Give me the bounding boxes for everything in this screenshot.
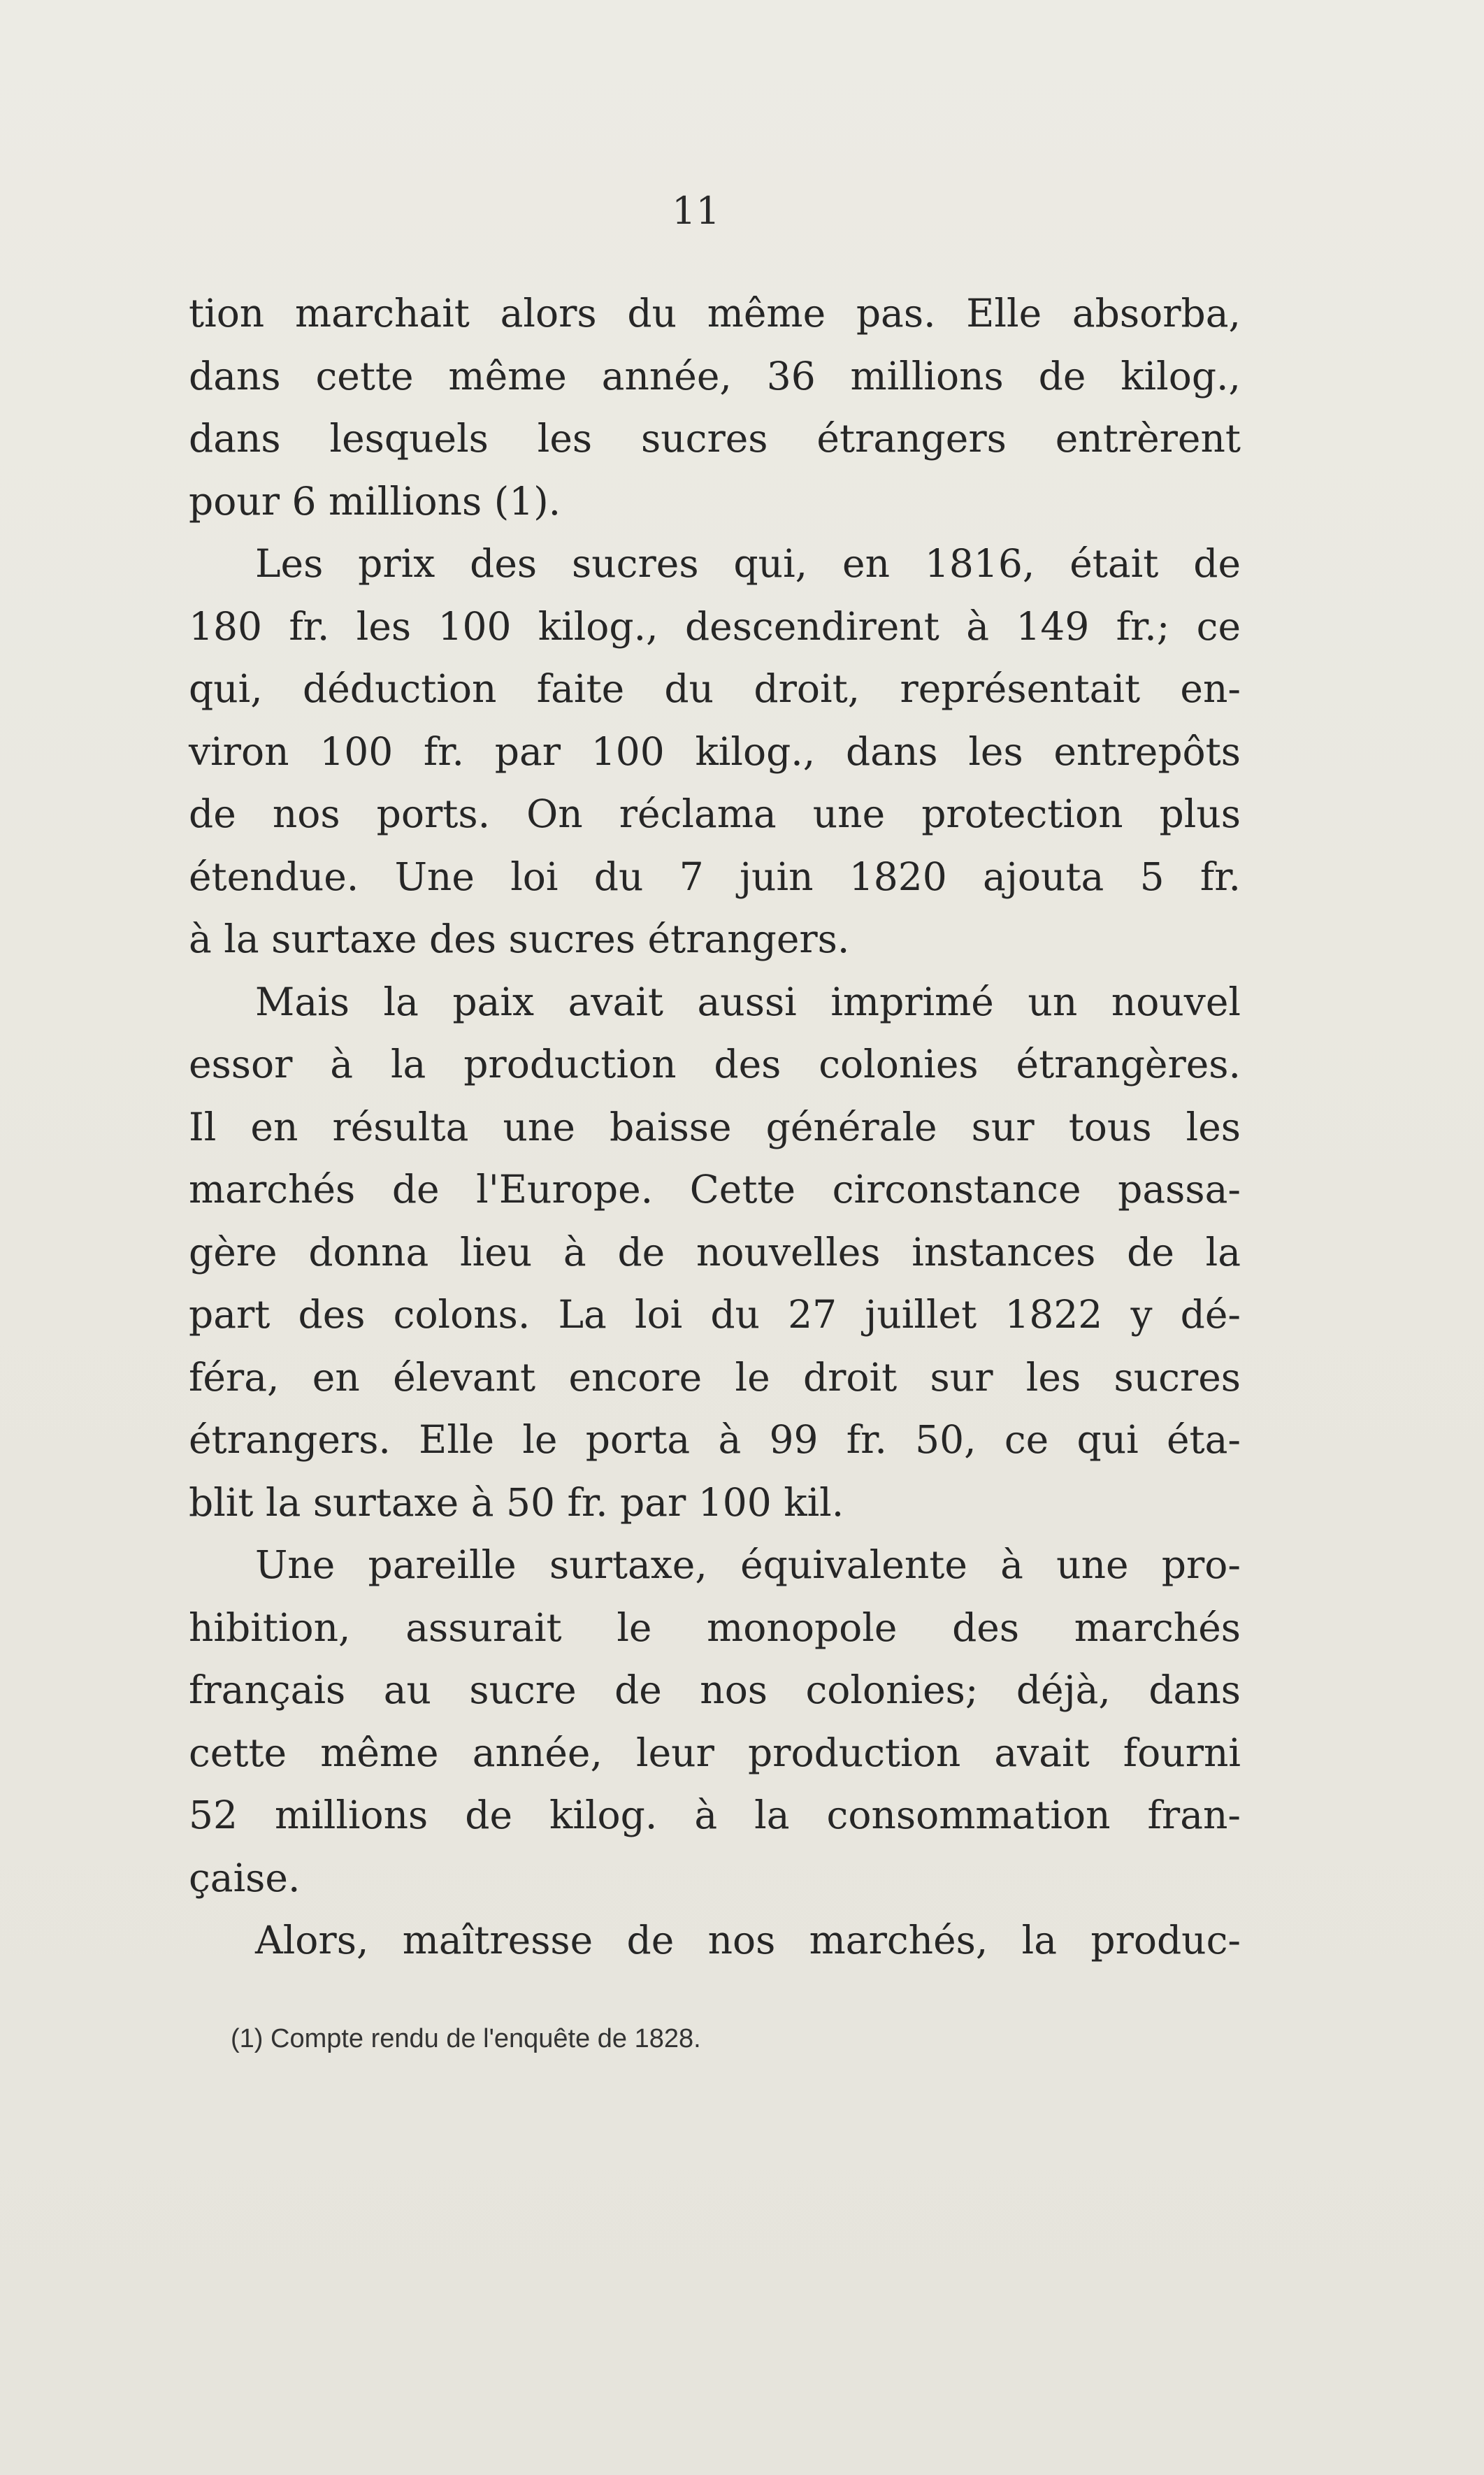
text-line: dans cette même année, 36 millions de kilog., (189, 353, 1241, 399)
text-line: marchés de l'Europe. Cette circonstance passa- (189, 1167, 1241, 1212)
text-line: dans lesquels les sucres étrangers entrèrent (189, 416, 1241, 461)
text-line: étrangers. Elle le porta à 99 fr. 50, ce qui éta- (189, 1417, 1241, 1462)
text-line: Mais la paix avait aussi imprimé un nouvel (255, 979, 1241, 1024)
text-line: féra, en élevant encore le droit sur les sucres (189, 1354, 1241, 1400)
text-line: Une pareille surtaxe, équivalente à une pro- (255, 1542, 1241, 1587)
body-text (189, 282, 1241, 1972)
text-line: 52 millions de kilog. à la consommation fran- (189, 1793, 1241, 1837)
text-line: Les prix des sucres qui, en 1816, était de (255, 541, 1241, 586)
text-line: viron 100 fr. par 100 kilog., dans les entrepôts (189, 729, 1241, 774)
text-line: pour 6 millions (1). (189, 478, 561, 524)
text-line: qui, déduction faite du droit, représentait en- (189, 666, 1241, 711)
text-line: Alors, maîtresse de nos marchés, la produc- (255, 1918, 1241, 1963)
text-line: gère donna lieu à de nouvelles instances de la (189, 1229, 1241, 1275)
text-line: de nos ports. On réclama une protection plus (189, 791, 1241, 836)
text-line: français au sucre de nos colonies; déjà, dans (189, 1667, 1241, 1712)
text-line: tion marchait alors du même pas. Elle absorba, (189, 291, 1241, 336)
text-line: Il en résulta une baisse générale sur tous les (189, 1104, 1241, 1149)
text-line: essor à la production des colonies étrangères. (189, 1042, 1241, 1086)
text-line: hibition, assurait le monopole des marchés (189, 1605, 1241, 1650)
text-line: étendue. Une loi du 7 juin 1820 ajouta 5 fr. (189, 854, 1241, 899)
text-line: cette même année, leur production avait fourni (189, 1730, 1241, 1775)
text-line: blit la surtaxe à 50 fr. par 100 kil. (189, 1479, 844, 1525)
text-line: çaise. (189, 1855, 301, 1900)
footnote: (1) Compte rendu de l'enquête de 1828. (231, 2024, 701, 2053)
text-line: part des colons. La loi du 27 juillet 1822 y dé- (189, 1292, 1241, 1337)
text-line: 180 fr. les 100 kilog., descendirent à 149 fr.; ce (189, 603, 1241, 649)
text-line: à la surtaxe des sucres étrangers. (189, 917, 850, 961)
page-number: 11 (672, 189, 720, 233)
